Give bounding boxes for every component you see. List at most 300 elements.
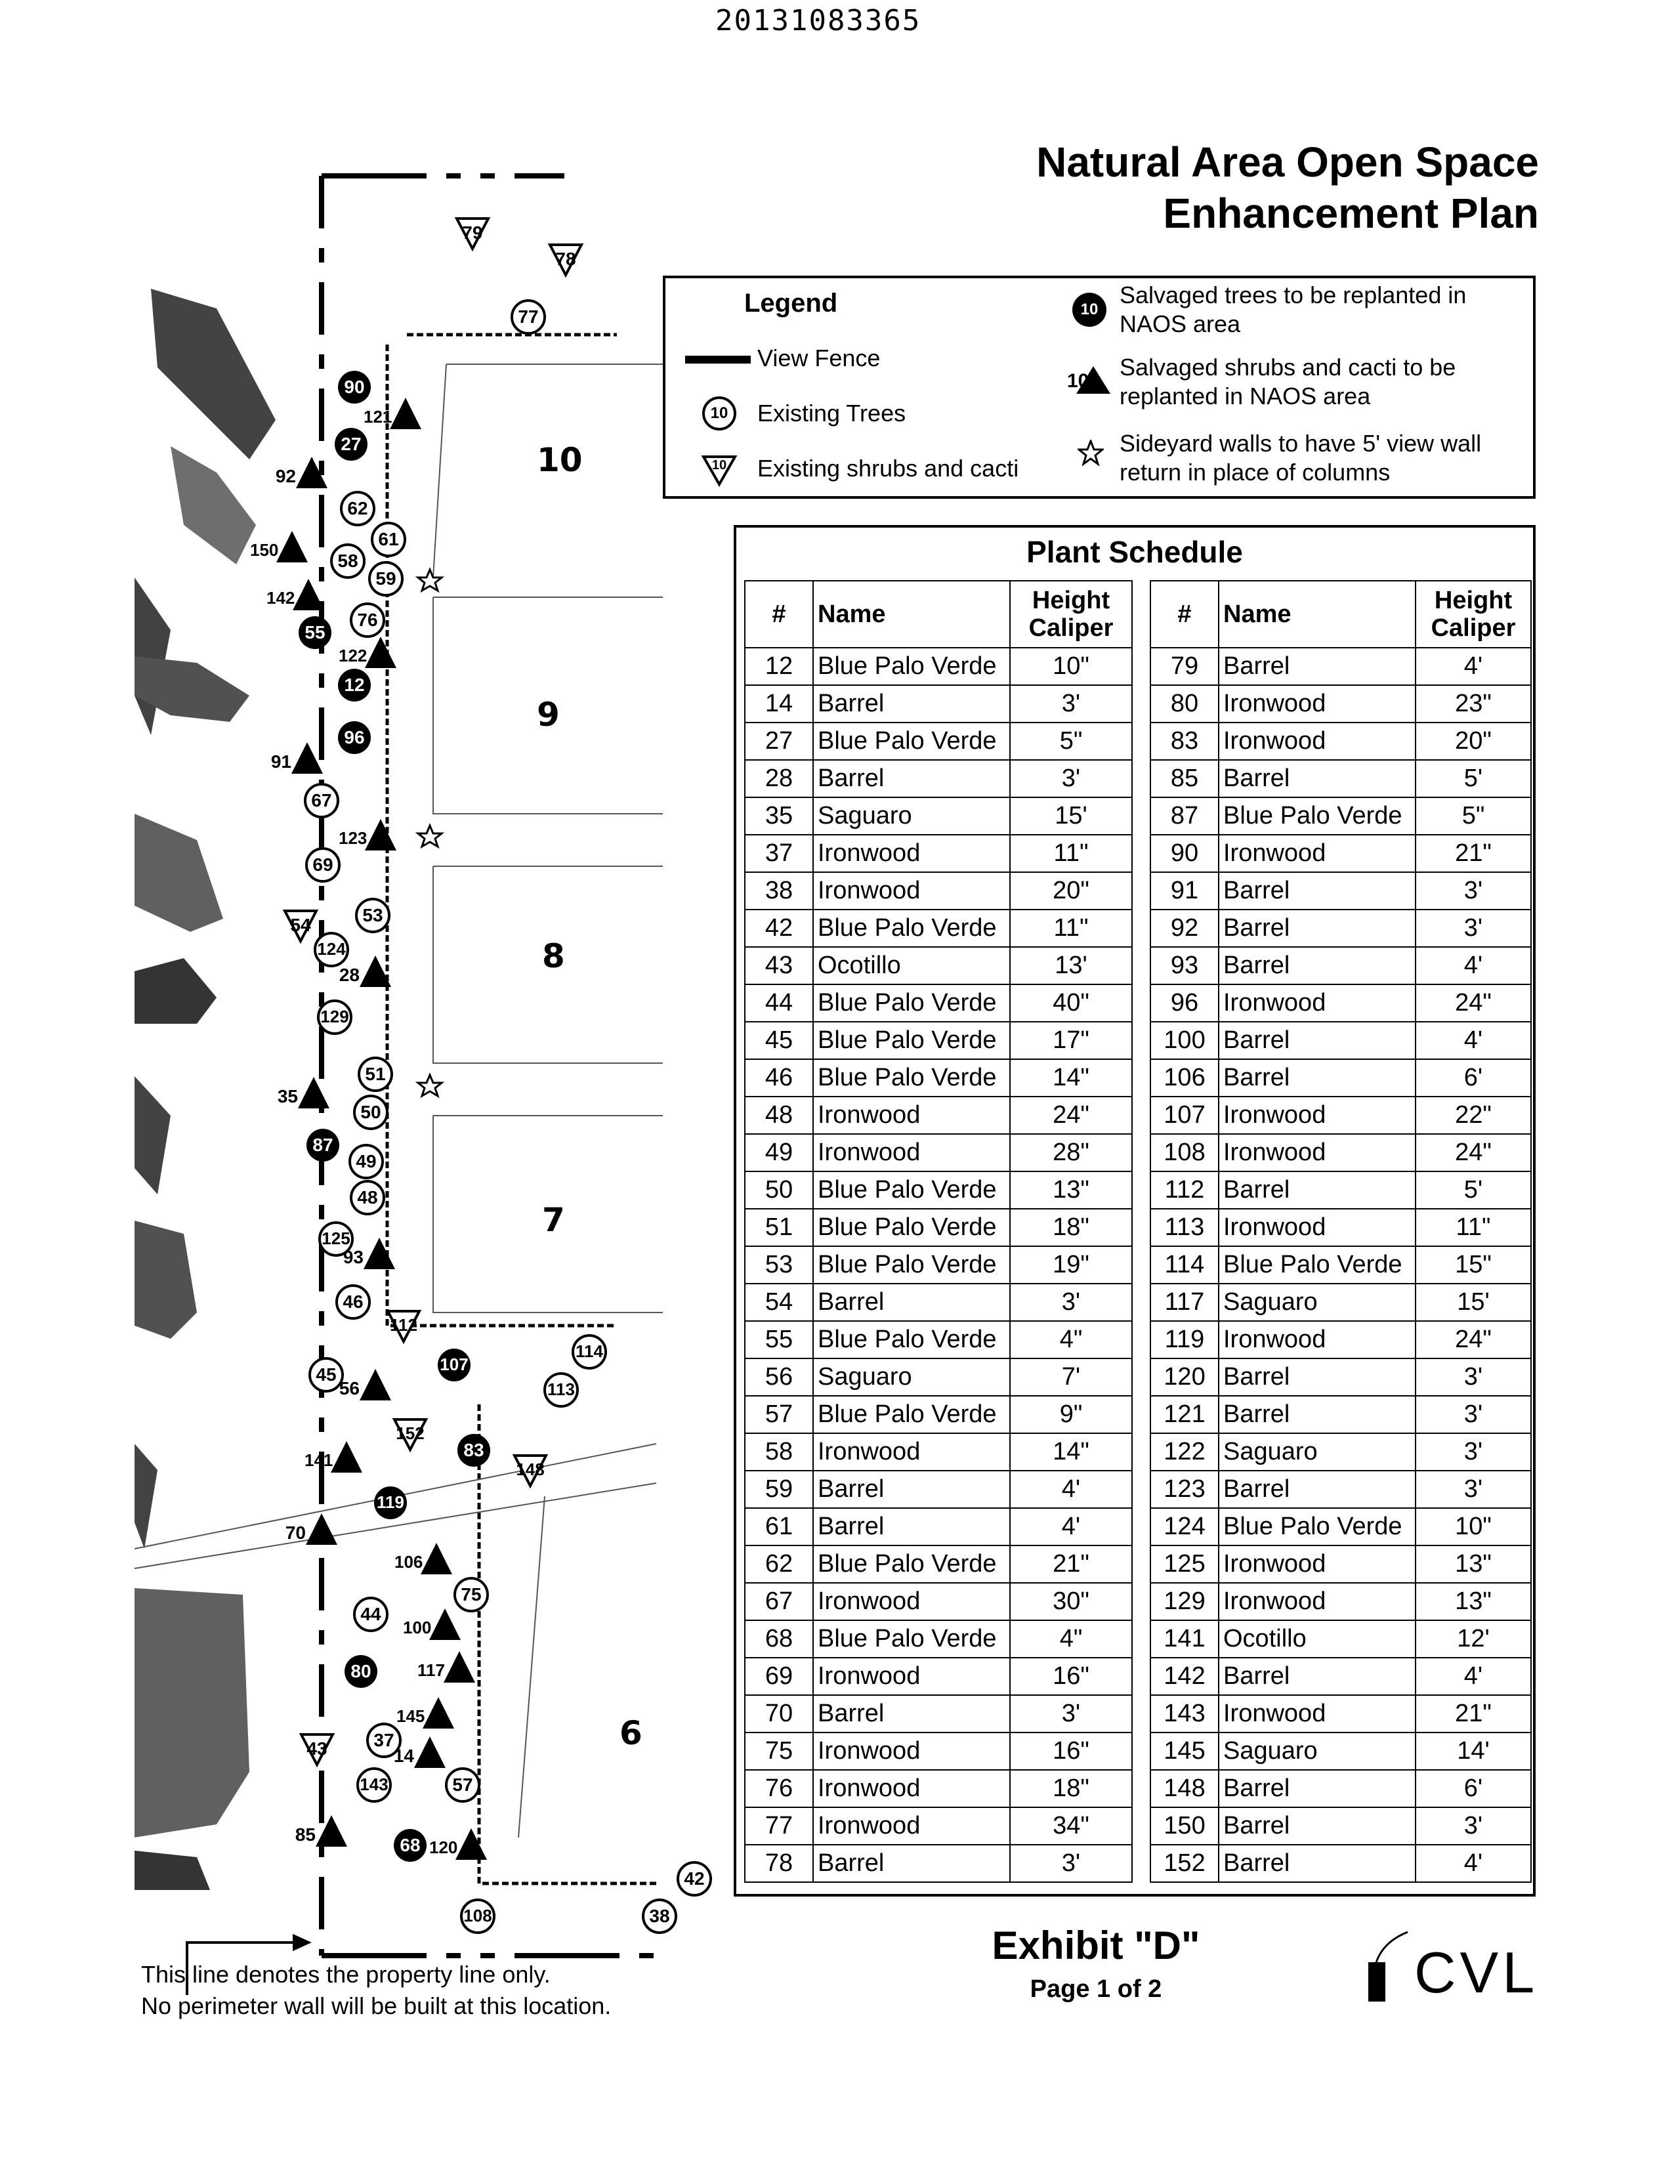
plant-name: Ironwood [813,1433,1010,1471]
plant-height: 24" [1416,984,1531,1022]
plant-number: 58 [745,1433,813,1471]
table-row [745,910,1132,947]
table-row [745,1321,1132,1358]
table-row [1150,947,1531,984]
map-marker-shrub-salvaged-icon [394,1539,456,1578]
plant-name: Barrel [813,1471,1010,1508]
map-marker-label: 142 [266,588,295,608]
plant-name: Barrel [1219,1807,1416,1845]
table-row [745,760,1132,797]
plant-height: 4" [1010,1321,1132,1358]
map-markers [0,0,705,2184]
table-row [1150,1433,1531,1471]
map-marker-label: 90 [344,377,365,397]
view-fence-icon [685,356,751,364]
map-marker-label: 76 [357,610,378,630]
table-row [1150,1022,1531,1059]
table-row [745,1022,1132,1059]
plant-schedule-table-right [1150,580,1532,1883]
table-row [1150,1134,1531,1171]
plant-number: 113 [1150,1209,1219,1246]
plant-height: 34" [1010,1807,1132,1845]
table-row [745,1284,1132,1321]
plant-name: Barrel [813,1845,1010,1882]
map-marker-label: 117 [417,1660,445,1680]
map-marker-tree-existing-icon [356,1055,395,1094]
plant-height: 23" [1416,685,1531,723]
plant-number: 28 [745,760,813,797]
map-marker-tree-existing-icon [354,1765,394,1805]
map-marker-label: 141 [304,1450,333,1470]
map-marker-label: 107 [440,1354,469,1374]
map-marker-tree-existing-icon [369,520,408,559]
plant-height: 10" [1010,648,1132,685]
table-row [745,1059,1132,1097]
plant-number: 77 [745,1807,813,1845]
plant-name: Barrel [1219,910,1416,947]
plant-schedule [734,525,1536,1897]
map-marker-shrub-salvaged-icon [396,1693,458,1732]
map-marker-tree-salvaged-icon [371,1483,410,1522]
existing-shrub-sample: 10 [711,458,727,472]
map-marker-label: 120 [429,1838,458,1857]
map-marker-shrub-salvaged-icon [364,394,425,433]
plant-name: Blue Palo Verde [813,1171,1010,1209]
plant-name: Blue Palo Verde [1219,1246,1416,1284]
plant-number: 142 [1150,1658,1219,1695]
map-marker-tree-salvaged-icon [331,425,371,464]
map-marker-label: 152 [396,1423,425,1443]
plant-name: Ironwood [1219,1545,1416,1583]
table-row [1150,984,1531,1022]
map-marker-tree-salvaged-icon [335,665,374,705]
plant-height: 13" [1010,1171,1132,1209]
plant-height: 21" [1416,835,1531,872]
plant-height: 5' [1416,1171,1531,1209]
plant-number: 119 [1150,1321,1219,1358]
plant-number: 78 [745,1845,813,1882]
plant-name: Saguaro [1219,1433,1416,1471]
map-marker-tree-existing-icon [353,896,392,935]
plant-height: 4' [1010,1471,1132,1508]
plant-height: 3' [1010,685,1132,723]
table-row [1150,1471,1531,1508]
col-header-height-line1: Height [1434,587,1513,614]
plant-height: 24" [1416,1134,1531,1171]
map-marker-shrub-salvaged-icon [266,575,328,614]
map-marker-label: 96 [344,727,365,747]
plant-number: 85 [1150,760,1219,797]
plant-number: 87 [1150,797,1219,835]
property-note-line1: This line denotes the property line only. [141,1961,551,1988]
lot-number-8: 8 [542,937,565,975]
map-marker-shrub-existing-icon [390,1414,430,1454]
map-marker-tree-existing-icon [302,781,341,820]
map-marker-tree-existing-icon [315,998,354,1037]
plant-number: 76 [745,1770,813,1807]
plant-height: 14" [1010,1059,1132,1097]
page-title-line1: Natural Area Open Space [1036,138,1539,186]
map-marker-label: 48 [357,1187,378,1208]
plant-height: 17" [1010,1022,1132,1059]
table-row [1150,1358,1531,1396]
map-marker-tree-salvaged-icon [303,1125,343,1165]
plant-name: Ironwood [1219,835,1416,872]
map-marker-shrub-salvaged-icon [285,1509,341,1549]
plant-name: Barrel [1219,1396,1416,1433]
plant-height: 10" [1416,1508,1531,1545]
existing-shrub-icon [701,454,738,490]
plant-number: 129 [1150,1583,1219,1620]
map-marker-label: 45 [316,1364,337,1385]
plant-height: 6' [1416,1770,1531,1807]
plant-name: Barrel [813,1284,1010,1321]
legend-existing-trees: Existing Trees [757,400,906,427]
lot-number-6: 6 [620,1714,642,1752]
legend-view-fence: View Fence [757,345,881,371]
map-marker-tree-salvaged-icon [335,718,374,757]
table-row [745,947,1132,984]
plant-name: Barrel [1219,1471,1416,1508]
map-marker-label: 61 [378,529,399,549]
table-row [745,1770,1132,1807]
map-marker-shrub-existing-icon [297,1729,337,1769]
plant-height: 21" [1010,1545,1132,1583]
plant-name: Blue Palo Verde [813,984,1010,1022]
legend-salvaged-trees: Salvaged trees to be replanted in NAOS area [1120,282,1467,337]
exhibit-label: Exhibit "D" [992,1923,1200,1967]
table-row [1150,1321,1531,1358]
plant-height: 3' [1010,760,1132,797]
map-marker-tree-existing-icon [675,1859,714,1899]
map-marker-tree-salvaged-icon [454,1431,494,1470]
map-marker-label: 78 [555,249,576,269]
salvaged-shrub-sample: 10 [1067,370,1089,392]
map-marker-label: 100 [403,1618,432,1637]
salvaged-tree-icon: 10 [1072,293,1106,327]
plant-name: Ironwood [1219,1321,1416,1358]
plant-height: 13" [1416,1583,1531,1620]
map-marker-label: 145 [396,1706,425,1726]
map-marker-label: 57 [452,1774,473,1795]
map-marker-label: 150 [250,540,279,560]
map-marker-tree-existing-icon [443,1765,482,1805]
map-marker-shrub-existing-icon [511,1450,550,1490]
map-marker-label: 68 [400,1835,421,1855]
plant-number: 48 [745,1097,813,1134]
map-marker-tree-salvaged-icon [434,1345,474,1385]
plant-name: Blue Palo Verde [813,648,1010,685]
map-marker-shrub-salvaged-icon [275,453,331,492]
map-marker-tree-existing-icon [458,1897,497,1936]
plant-number: 27 [745,723,813,760]
plant-height: 3' [1416,872,1531,910]
plant-name: Ironwood [1219,1583,1416,1620]
table-row [745,1807,1132,1845]
page-title-line2: Enhancement Plan [1163,190,1539,237]
plant-number: 112 [1150,1171,1219,1209]
plant-number: 75 [745,1732,813,1770]
plant-name: Barrel [1219,1358,1416,1396]
plant-name: Barrel [1219,947,1416,984]
legend-heading: Legend [744,289,838,318]
map-marker-tree-existing-icon [509,297,548,337]
plant-schedule-table-left [744,580,1133,1883]
map-marker-tree-existing-icon [351,1595,390,1634]
plant-number: 46 [745,1059,813,1097]
plant-number: 44 [745,984,813,1022]
legend-existing-shrubs: Existing shrubs and cacti [757,455,1019,482]
plant-number: 80 [1150,685,1219,723]
plant-name: Ironwood [813,835,1010,872]
plant-name: Blue Palo Verde [813,1321,1010,1358]
plant-number: 107 [1150,1097,1219,1134]
plant-name: Saguaro [813,1358,1010,1396]
plant-number: 49 [745,1134,813,1171]
col-header-height [1416,581,1531,648]
plant-name: Barrel [1219,1022,1416,1059]
plant-height: 4' [1416,1022,1531,1059]
table-row [745,1695,1132,1732]
plant-name: Ironwood [1219,685,1416,723]
plant-name: Ironwood [813,1134,1010,1171]
map-marker-label: 129 [320,1007,349,1026]
table-row [1150,1770,1531,1807]
plant-name: Blue Palo Verde [813,910,1010,947]
plant-height: 4' [1416,1658,1531,1695]
plant-number: 123 [1150,1471,1219,1508]
map-marker-shrub-salvaged-icon [417,1647,479,1687]
plant-name: Blue Palo Verde [1219,797,1416,835]
map-marker-label: 59 [375,568,396,589]
plant-name: Blue Palo Verde [813,1246,1010,1284]
property-line-note [141,1959,611,2022]
legend-box [663,276,1536,499]
plant-name: Blue Palo Verde [813,1059,1010,1097]
map-marker-label: 125 [322,1228,350,1248]
plant-number: 67 [745,1583,813,1620]
map-marker-label: 121 [364,407,392,427]
map-marker-label: 79 [462,222,483,243]
plant-height: 4' [1010,1508,1132,1545]
plant-number: 12 [745,648,813,685]
plant-height: 15' [1416,1284,1531,1321]
plant-height: 6' [1416,1059,1531,1097]
col-header-height-line2: Caliper [1431,614,1516,642]
document-number: 20131083365 [715,4,921,37]
map-marker-label: 44 [360,1604,381,1624]
plant-number: 38 [745,872,813,910]
plant-height: 14" [1010,1433,1132,1471]
map-marker-label: 91 [270,751,291,772]
map-marker-label: 108 [463,1906,492,1925]
table-row [745,1171,1132,1209]
plant-name: Blue Palo Verde [813,723,1010,760]
table-row [1150,1171,1531,1209]
plant-number: 51 [745,1209,813,1246]
plant-number: 14 [745,685,813,723]
map-marker-shrub-salvaged-icon [403,1605,465,1644]
map-marker-shrub-salvaged-icon [339,1365,395,1404]
plant-name: Saguaro [813,797,1010,835]
table-row [745,1471,1132,1508]
map-marker-label: 28 [339,965,360,985]
map-marker-label: 87 [312,1135,333,1155]
map-marker-label: 58 [337,551,358,571]
existing-tree-icon: 10 [702,396,736,430]
table-row [1150,1732,1531,1770]
map-marker-shrub-salvaged-icon [295,1811,351,1851]
plant-name: Ocotillo [813,947,1010,984]
plant-height: 11" [1416,1209,1531,1246]
map-marker-shrub-existing-icon [546,240,585,279]
map-marker-label: 148 [516,1460,545,1479]
plant-height: 3' [1010,1284,1132,1321]
plant-height: 14' [1416,1732,1531,1770]
lot-number-9: 9 [537,696,560,734]
map-marker-shrub-salvaged-icon [339,952,395,991]
table-row [745,1246,1132,1284]
plant-name: Barrel [1219,1171,1416,1209]
plant-number: 106 [1150,1059,1219,1097]
plant-number: 45 [745,1022,813,1059]
map-marker-label: 53 [362,905,383,925]
plant-height: 4' [1416,648,1531,685]
plant-number: 148 [1150,1770,1219,1807]
map-marker-label: 69 [312,854,333,875]
plant-height: 5" [1416,797,1531,835]
map-marker-label: 12 [344,675,365,695]
plant-name: Blue Palo Verde [1219,1508,1416,1545]
plant-number: 54 [745,1284,813,1321]
plant-height: 3' [1416,1471,1531,1508]
map-marker-shrub-salvaged-icon [343,1234,399,1273]
plant-name: Saguaro [1219,1732,1416,1770]
plant-height: 12' [1416,1620,1531,1658]
plant-name: Blue Palo Verde [813,1209,1010,1246]
plant-height: 15" [1416,1246,1531,1284]
legend-sideyard-walls: Sideyard walls to have 5' view wall return in place of columns [1120,430,1482,486]
col-header-height-line2: Caliper [1028,614,1114,642]
plant-height: 16" [1010,1732,1132,1770]
plant-name: Ironwood [1219,1209,1416,1246]
table-row [1150,1583,1531,1620]
table-row [1150,1097,1531,1134]
plant-height: 40" [1010,984,1132,1022]
map-marker-shrub-salvaged-icon [270,738,327,778]
table-row [745,1732,1132,1770]
map-marker-label: 75 [461,1584,482,1605]
table-row [745,1845,1132,1882]
table-row [745,1508,1132,1545]
map-marker-shrub-salvaged-icon [277,1073,333,1112]
map-marker-label: 112 [390,1315,417,1335]
table-row [745,1658,1132,1695]
map-marker-label: 114 [576,1341,603,1361]
plant-number: 124 [1150,1508,1219,1545]
plant-height: 3' [1416,1807,1531,1845]
plant-number: 90 [1150,835,1219,872]
map-marker-shrub-existing-icon [384,1306,423,1345]
cvl-logo: CVL [1414,1940,1539,2005]
property-note-line2: No perimeter wall will be built at this location. [141,1992,612,2019]
plant-height: 11" [1010,910,1132,947]
plant-number: 108 [1150,1134,1219,1171]
plant-height: 13" [1416,1545,1531,1583]
col-header-height-line1: Height [1032,587,1110,614]
table-row [1150,1209,1531,1246]
map-marker-label: 42 [684,1868,705,1889]
plant-number: 145 [1150,1732,1219,1770]
table-row [745,797,1132,835]
map-marker-tree-existing-icon [570,1332,609,1372]
map-marker-tree-existing-icon [541,1370,581,1410]
plant-name: Barrel [813,1695,1010,1732]
plant-number: 83 [1150,723,1219,760]
plant-height: 3' [1010,1695,1132,1732]
map-marker-label: 56 [339,1378,360,1398]
map-marker-label: 51 [365,1064,386,1084]
plant-height: 11" [1010,835,1132,872]
map-marker-label: 43 [306,1738,327,1759]
table-row [1150,1508,1531,1545]
table-row [1150,1545,1531,1583]
plant-name: Ironwood [1219,1097,1416,1134]
map-marker-label: 37 [373,1730,394,1750]
map-marker-label: 93 [343,1247,364,1267]
plant-height: 4" [1010,1620,1132,1658]
plant-name: Ironwood [813,1658,1010,1695]
plant-name: Saguaro [1219,1284,1416,1321]
plant-number: 70 [745,1695,813,1732]
plant-name: Ironwood [1219,723,1416,760]
table-row [745,872,1132,910]
plant-number: 125 [1150,1545,1219,1583]
plant-number: 55 [745,1321,813,1358]
map-marker-label: 62 [347,498,368,518]
plant-height: 15' [1010,797,1132,835]
plant-number: 68 [745,1620,813,1658]
plant-number: 69 [745,1658,813,1695]
plant-height: 3' [1416,1396,1531,1433]
plant-name: Barrel [813,1508,1010,1545]
map-marker-label: 49 [356,1151,377,1171]
map-marker-label: 113 [547,1379,575,1399]
plant-name: Ironwood [813,1583,1010,1620]
map-marker-tree-existing-icon [346,1142,386,1181]
plant-number: 121 [1150,1396,1219,1433]
plant-name: Barrel [1219,1845,1416,1882]
table-row [1150,835,1531,872]
plant-height: 21" [1416,1695,1531,1732]
table-row [1150,1620,1531,1658]
map-marker-tree-existing-icon [348,1178,387,1217]
table-row [1150,1695,1531,1732]
plant-number: 150 [1150,1807,1219,1845]
plant-height: 30" [1010,1583,1132,1620]
plant-number: 91 [1150,872,1219,910]
map-marker-label: 77 [518,306,539,327]
plant-name: Barrel [1219,648,1416,685]
map-marker-label: 50 [360,1102,381,1122]
lot-number-10: 10 [537,441,583,479]
plant-number: 141 [1150,1620,1219,1658]
table-row [1150,910,1531,947]
map-marker-label: 85 [295,1824,316,1845]
plant-name: Ironwood [1219,984,1416,1022]
plant-name: Ironwood [813,1097,1010,1134]
plant-height: 4' [1416,947,1531,984]
